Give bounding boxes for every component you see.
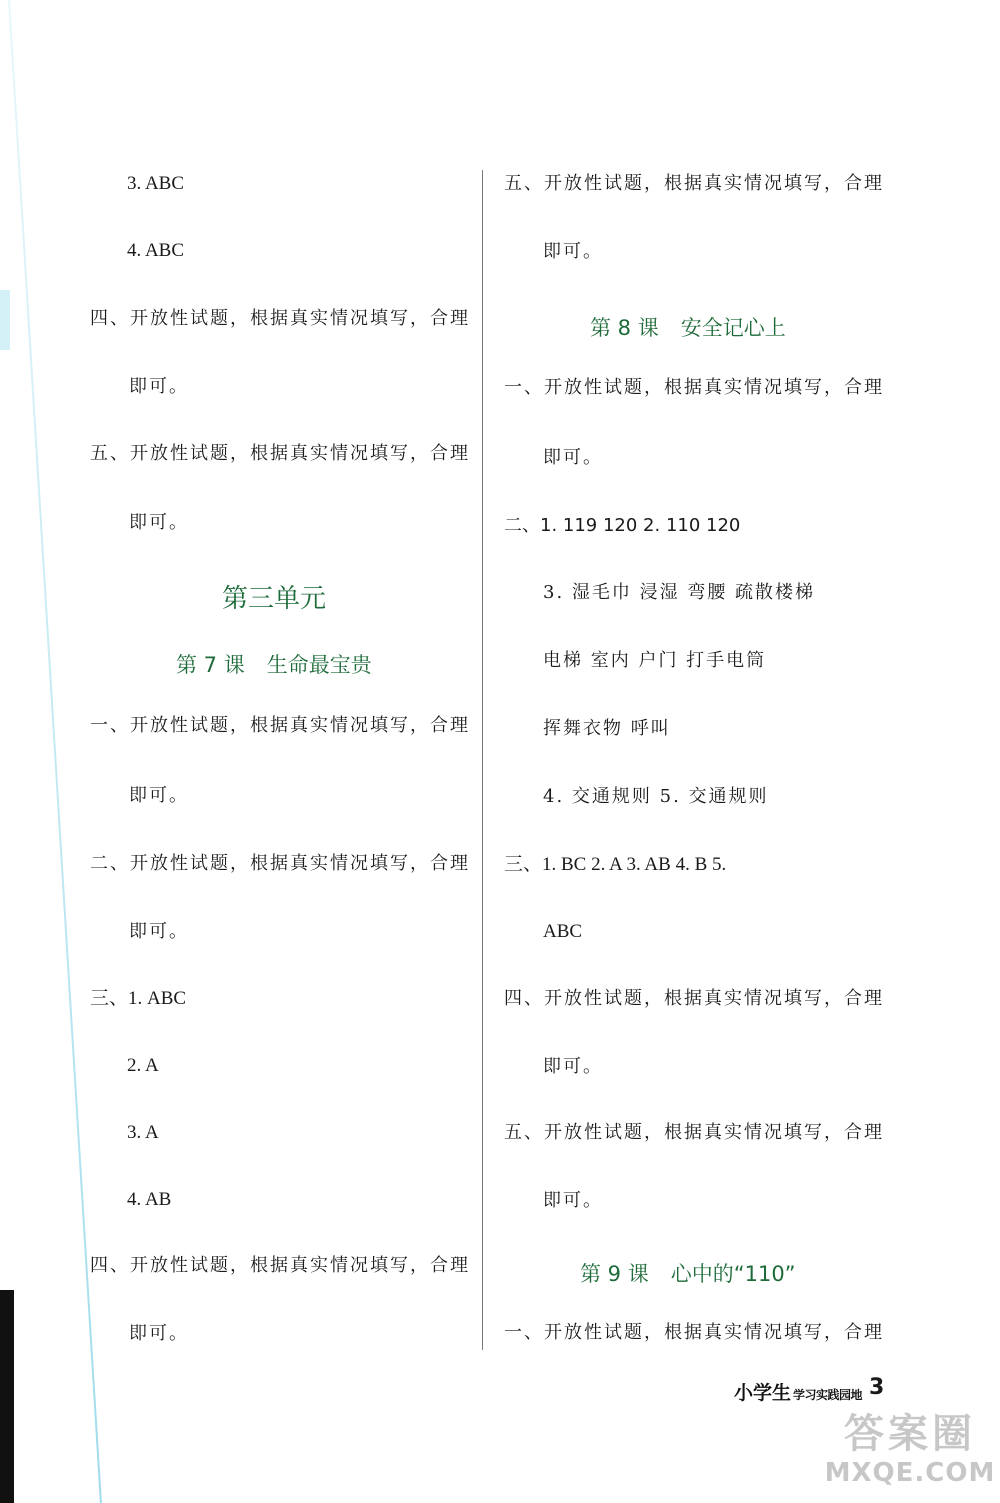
answer-line: 二、开放性试题，根据真实情况填写，合理: [90, 853, 470, 874]
brand-sub: 学习实践园地: [793, 1388, 863, 1402]
lesson-title: 心中的“110”: [670, 1262, 796, 1286]
lesson-heading: [176, 649, 372, 679]
answer-line: 四、开放性试题，根据真实情况填写，合理: [504, 988, 884, 1009]
page-number: 3: [869, 1375, 885, 1400]
answer-line: 挥舞衣物 呼叫: [543, 718, 671, 739]
answer-line: 电梯 室内 户门 打手电筒: [543, 650, 767, 671]
answer-line: 一、开放性试题，根据真实情况填写，合理: [504, 377, 884, 398]
answer-line: 五、开放性试题，根据真实情况填写，合理: [504, 1122, 884, 1143]
lesson-title: 安全记心上: [680, 316, 786, 340]
page-edge-strip: [0, 290, 10, 350]
answer-line: 即可。: [129, 1323, 189, 1344]
lesson-number: 第 7 课: [176, 653, 245, 677]
answer-line: 3. A: [127, 1122, 159, 1143]
column-divider: [482, 170, 483, 1350]
answer-line: 4. 交通规则 5. 交通规则: [543, 786, 769, 807]
answer-line: 即可。: [543, 1190, 603, 1211]
answer-line: ABC: [543, 921, 583, 942]
answer-line: 四、开放性试题，根据真实情况填写，合理: [90, 1255, 470, 1276]
lesson-number: 第 8 课: [590, 316, 659, 340]
answer-line: 3. ABC: [127, 173, 185, 194]
answer-line: 四、开放性试题，根据真实情况填写，合理: [90, 308, 470, 329]
answer-line: 三、1. ABC: [90, 988, 187, 1009]
lesson-number: 第 9 课: [580, 1262, 649, 1286]
watermark-logo: [820, 1410, 1000, 1503]
watermark-top: 答案圈: [844, 1411, 976, 1457]
answer-line: 即可。: [129, 512, 189, 533]
answer-line: 一、开放性试题，根据真实情况填写，合理: [504, 1322, 884, 1343]
page-edge-line: [8, 0, 102, 1503]
answer-line: 即可。: [129, 785, 189, 806]
answer-line: 4. AB: [127, 1189, 172, 1210]
footer-brand: [734, 1378, 862, 1405]
answer-line: 一、开放性试题，根据真实情况填写，合理: [90, 715, 470, 736]
answer-line: 2. A: [127, 1055, 159, 1076]
answer-line: 五、开放性试题，根据真实情况填写，合理: [90, 443, 470, 464]
answer-line: 即可。: [543, 447, 603, 468]
watermark-bottom: MXQE.COM: [824, 1458, 996, 1488]
lesson-title: 生命最宝贵: [266, 653, 372, 677]
answer-line: 3. 湿毛巾 浸湿 弯腰 疏散楼梯: [543, 582, 816, 603]
scan-corner-shadow: [0, 1290, 14, 1503]
lesson-heading: [590, 312, 786, 342]
answer-line: 五、开放性试题，根据真实情况填写，合理: [504, 173, 884, 194]
answer-line: 即可。: [543, 1056, 603, 1077]
answer-line: 即可。: [129, 376, 189, 397]
answer-line: 三、1. BC 2. A 3. AB 4. B 5.: [504, 854, 727, 875]
answer-line: 即可。: [129, 921, 189, 942]
answer-line: 二、1. 119 120 2. 110 120: [504, 515, 741, 536]
answer-line: 即可。: [543, 241, 603, 262]
lesson-heading: [580, 1258, 796, 1288]
unit-title: 第三单元: [222, 584, 327, 614]
answer-line: 4. ABC: [127, 240, 185, 261]
brand-main: 小学生: [734, 1382, 792, 1404]
